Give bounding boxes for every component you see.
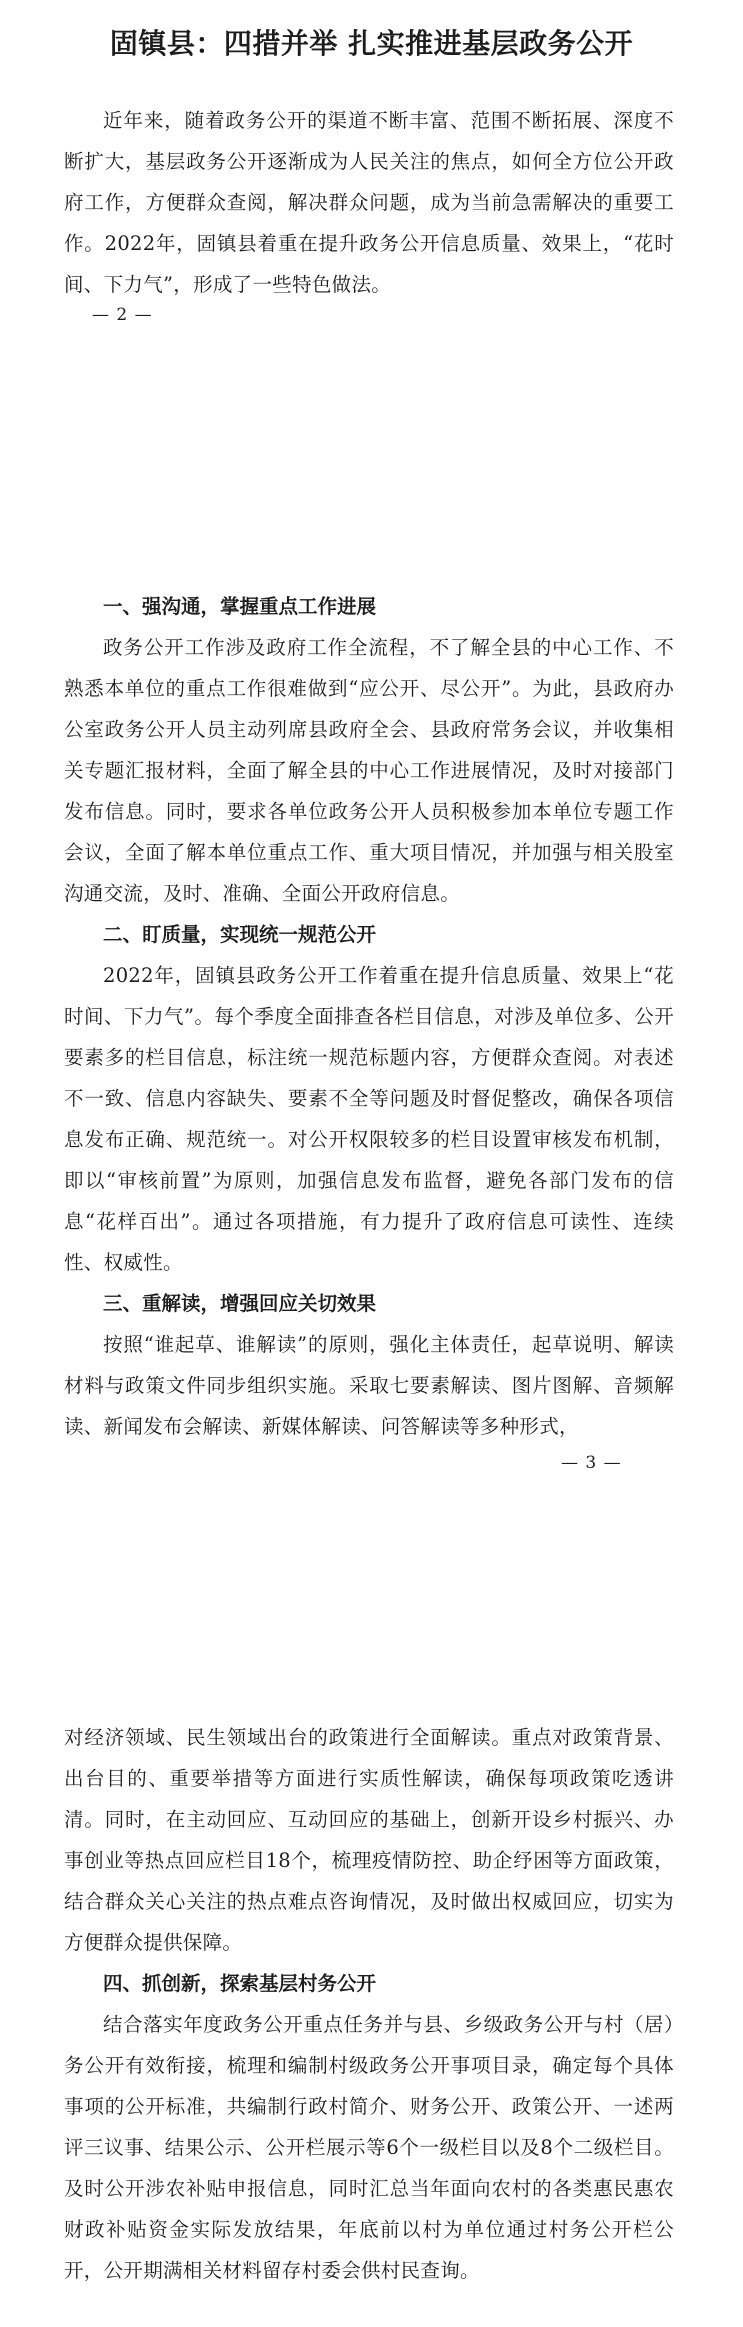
section-4-heading: 四、抓创新，探索基层村务公开 [103, 1972, 377, 1995]
section-4-body: 结合落实年度政务公开重点任务并与县、乡级政务公开与村（居）务公开有效衔接，梳理和编制村级政务公开事项目录，确定每个具体事项的公开标准，共编制行政村简介、财务公开、政策公开、一述两评三议事、结果公示、公开栏展示等6个一级栏目以及8个二级栏目。及时公开涉农补贴申报信息，同时汇总当年面向农村的各类惠民惠农财政补贴资金实际发放结果，年底前以村为单位通过村务公开栏公开，公开期满相关材料留存村委会供村民查询。 [64, 2013, 674, 2282]
section-2-body: 2022年，固镇县政务公开工作着重在提升信息质量、效果上“花时间、下力气”。每个季度全面排查各栏目信息，对涉及单位多、公开要素多的栏目信息，标注统一规范标题内容，方便群众查阅。对表述不一致、信息内容缺失、要素不全等问题及时督促整改，确保各项信息发布正确、规范统一。对公开权限较多的栏目设置审核发布机制，即以“审核前置”为原则，加强信息发布监督，避免各部门发布的信息“花样百出”。通过各项措施，有力提升了政府信息可读性、连续性、权威性。 [64, 964, 674, 1274]
intro-paragraph: 近年来，随着政务公开的渠道不断丰富、范围不断拓展、深度不断扩大，基层政务公开逐渐成为人民关注的焦点，如何全方位公开政府工作，方便群众查阅，解决群众问题，成为当前急需解决的重要工作。2022年，固镇县着重在提升政务公开信息质量、效果上，“花时间、下力气”，形成了一些特色做法。 [64, 109, 674, 296]
page-number-2: — 2 — [92, 305, 153, 325]
section-3-body: 按照“谁起草、谁解读”的原则，强化主体责任，起草说明、解读材料与政策文件同步组织实施。采取七要素解读、图片图解、音频解读、新闻发布会解读、新媒体解读、问答解读等多种形式， [64, 1333, 674, 1438]
section-1-body: 政务公开工作涉及政府工作全流程，不了解全县的中心工作、不熟悉本单位的重点工作很难做到“应公开、尽公开”。为此，县政府办公室政务公开人员主动列席县政府全会、县政府常务会议，并收集相关专题汇报材料，全面了解全县的中心工作进展情况，及时对接部门发布信息。同时，要求各单位政务公开人员积极参加本单位专题工作会议，全面了解本单位重点工作、重大项目情况，并加强与相关股室沟通交流，及时、准确、全面公开政府信息。 [64, 636, 674, 905]
document-title: 固镇县：四措并举 扎实推进基层政务公开 [109, 27, 634, 60]
section-1-heading: 一、强沟通，掌握重点工作进展 [103, 595, 377, 618]
section-2-heading: 二、盯质量，实现统一规范公开 [103, 923, 377, 946]
section-3-heading: 三、重解读，增强回应关切效果 [103, 1292, 377, 1315]
page-3-content [64, 586, 674, 1447]
intro-block [64, 100, 674, 305]
section-3-body-continued: 对经济领域、民生领域出台的政策进行全面解读。重点对政策背景、出台目的、重要举措等方面进行实质性解读，确保每项政策吃透讲清。同时，在主动回应、互动回应的基础上，创新开设乡村振兴、办事创业等热点回应栏目18个，梳理疫情防控、助企纾困等方面政策，结合群众关心关注的热点难点咨询情况，及时做出权威回应，切实为方便群众提供保障。 [64, 1726, 674, 1954]
page-4-content [64, 1717, 674, 2291]
page-number-3: — 3 — [561, 1453, 622, 1473]
